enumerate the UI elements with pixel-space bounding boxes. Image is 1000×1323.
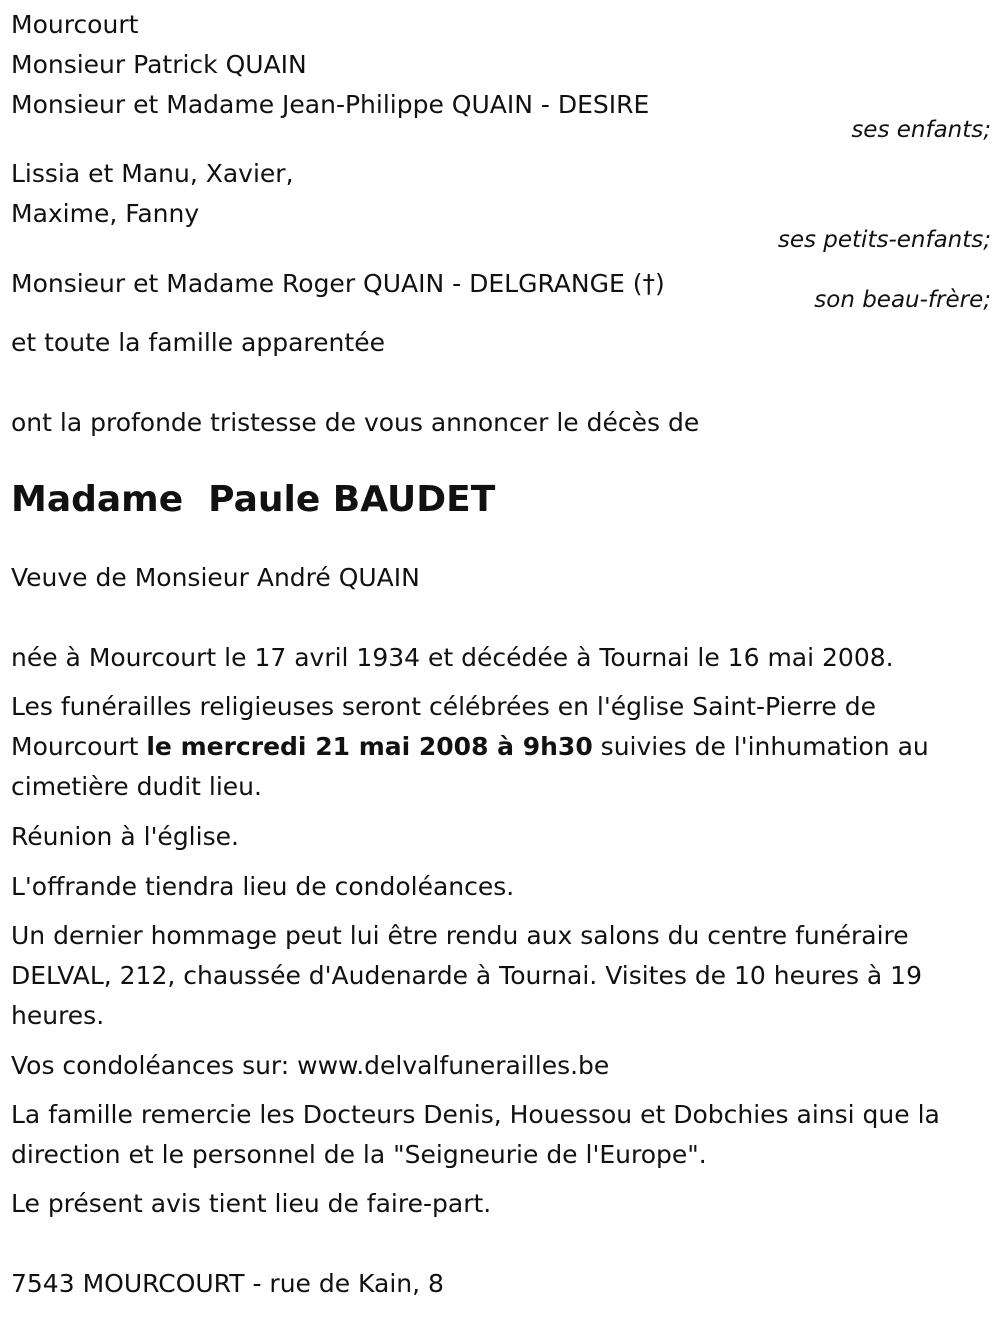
- family-line: et toute la famille apparentée: [11, 328, 385, 357]
- birth-death-line: née à Mourcourt le 17 avril 1934 et décédée à Tournai le 16 mai 2008.: [11, 643, 894, 672]
- thanks-paragraph: La famille remercie les Docteurs Denis, Houessou et Dobchies ainsi que la direction et le personnel de la "Seigneurie de l'Europe".: [11, 1100, 940, 1169]
- notice-line: Le présent avis tient lieu de faire-part.: [11, 1189, 492, 1218]
- grandchild-line: Maxime, Fanny: [11, 199, 200, 228]
- children-role-label: ses enfants;: [851, 117, 991, 143]
- location-line: Mourcourt: [11, 10, 139, 39]
- child-line: Monsieur et Madame Jean-Philippe QUAIN - DESIRE: [11, 90, 650, 119]
- announcement-line: ont la profonde tristesse de vous annoncer le décès de: [11, 408, 700, 437]
- meeting-line: Réunion à l'église.: [11, 822, 239, 851]
- condolences-line: Vos condoléances sur: www.delvalfunerailles.be: [11, 1051, 610, 1080]
- funeral-paragraph: [11, 687, 991, 807]
- grandchildren-role-label: ses petits-enfants;: [777, 227, 991, 253]
- homage-paragraph: Un dernier hommage peut lui être rendu aux salons du centre funéraire DELVAL, 212, chaussée d'Audenarde à Tournai. Visites de 10 heures à 19 heures.: [11, 921, 922, 1030]
- offering-line: L'offrande tiendra lieu de condoléances.: [11, 872, 515, 901]
- brother-in-law-line: Monsieur et Madame Roger QUAIN - DELGRANGE (†): [11, 269, 665, 298]
- funeral-text-before: Les funérailles religieuses seront célébrées en l'église Saint-Pierre de Mourcourt: [11, 692, 877, 761]
- funeral-text-after: suivies de l'inhumation au cimetière dudit lieu.: [11, 732, 929, 801]
- obituary-notice: [11, 0, 991, 1304]
- grandchild-line: Lissia et Manu, Xavier,: [11, 159, 294, 188]
- funeral-date: le mercredi 21 mai 2008 à 9h30: [146, 732, 593, 761]
- address-line: 7543 MOURCOURT - rue de Kain, 8: [11, 1269, 444, 1298]
- deceased-name: Madame Paule BAUDET: [11, 479, 496, 520]
- child-line: Monsieur Patrick QUAIN: [11, 50, 307, 79]
- widow-of-line: Veuve de Monsieur André QUAIN: [11, 563, 420, 592]
- brother-in-law-role-label: son beau-frère;: [814, 287, 991, 313]
